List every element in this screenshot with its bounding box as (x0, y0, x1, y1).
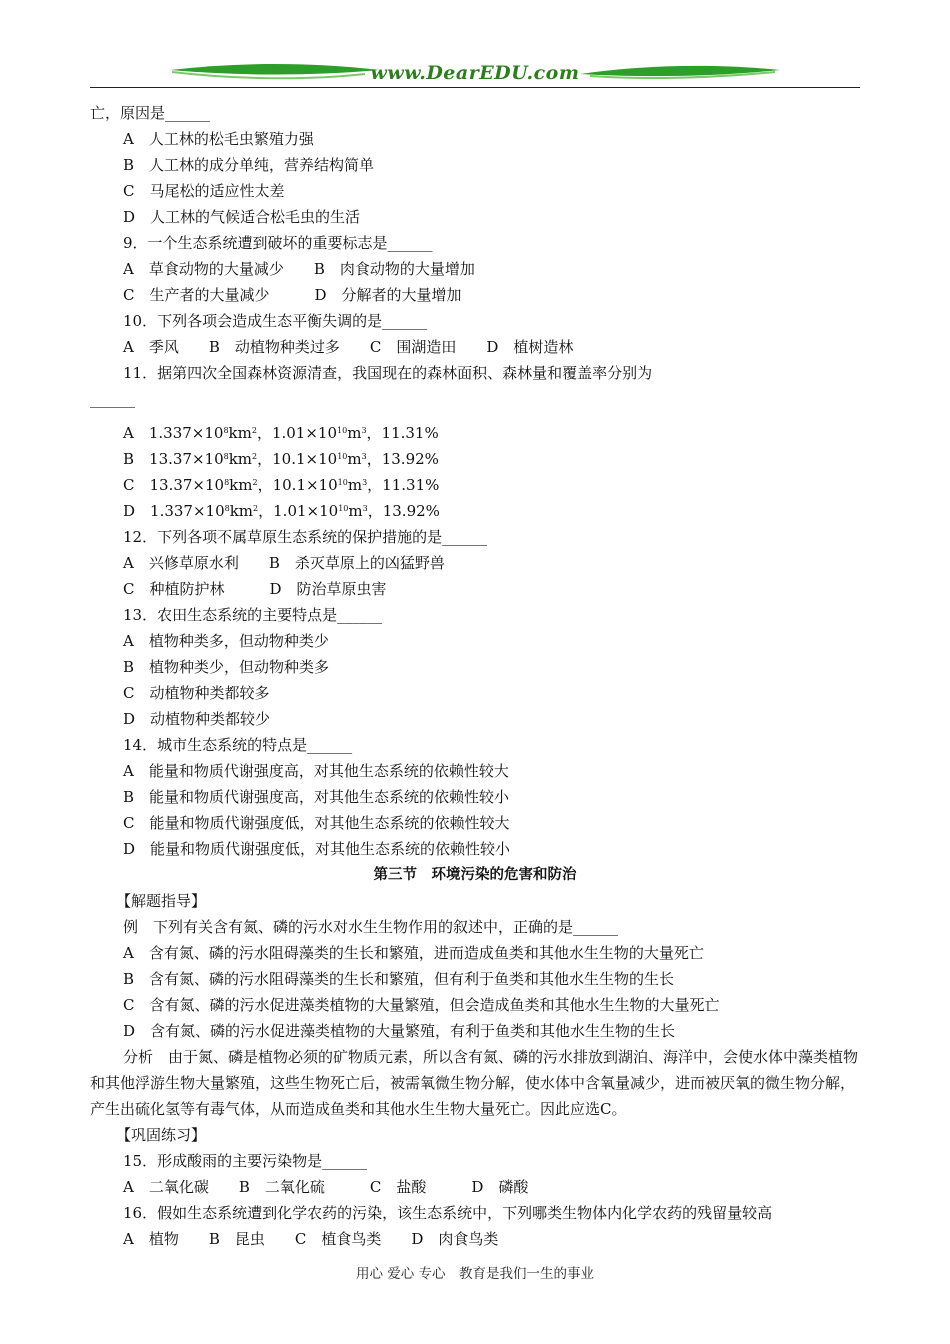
question-10: 10．下列各项会造成生态平衡失调的是______ (123, 312, 428, 330)
question-9: 9．一个生态系统遭到破坏的重要标志是______ (123, 234, 433, 252)
option-line: D 动植物种类都较少 (123, 710, 271, 728)
header-rule (90, 87, 860, 88)
question-15: 15．形成酸雨的主要污染物是______ (123, 1152, 368, 1170)
option-line: B 植物种类少，但动物种类多 (123, 658, 330, 676)
q11-option-a: A $1.337\times 10^8km^2$，$1.01\times 10^{10}m^3$，11.31% (123, 424, 439, 442)
subheading-practice: 【巩固练习】 (116, 1126, 207, 1144)
question-12: 12．下列各项不属草原生态系统的保护措施的是______ (123, 528, 488, 546)
option-line: A 二氧化碳 B 二氧化硫 C 盐酸 D 磷酸 (123, 1178, 529, 1196)
option-line: C 含有氮、磷的污水促进藻类植物的大量繁殖，但会造成鱼类和其他水生生物的大量死亡 (123, 996, 720, 1014)
option-line: A 兴修草原水利 B 杀灭草原上的凶猛野兽 (123, 554, 445, 572)
question-13: 13．农田生态系统的主要特点是______ (123, 606, 383, 624)
option-line: C 动植物种类都较多 (123, 684, 270, 702)
option-line: D 含有氮、磷的污水促进藻类植物的大量繁殖，有利于鱼类和其他水生生物的生长 (123, 1022, 676, 1040)
option-line: D 人工林的气候适合松毛虫的生活 (123, 208, 361, 226)
option-line: B 能量和物质代谢强度高，对其他生态系统的依赖性较小 (123, 788, 510, 806)
subheading-guide: 【解题指导】 (116, 892, 207, 910)
option-line: C 种植防护林 D 防治草原虫害 (123, 580, 387, 598)
example-question: 例 下列有关含有氮、磷的污水对水生生物作用的叙述中，正确的是______ (123, 918, 619, 936)
option-line: C 生产者的大量减少 D 分解者的大量增加 (123, 286, 462, 304)
site-brand[interactable]: www.DearEDU.com (370, 62, 580, 84)
q11-option-b: B $13.37\times 10^8km^2$，$10.1\times 10^{10}m^3$，13.92% (123, 450, 439, 468)
q11-option-c: C $13.37\times 10^8km^2$，$10.1\times 10^{10}m^3$，11.31% (123, 476, 440, 494)
option-line: B 人工林的成分单纯，营养结构简单 (123, 156, 375, 174)
option-line: A 季风 B 动植物种类过多 C 围湖造田 D 植树造林 (123, 338, 574, 356)
answer-blank: ______ (90, 390, 135, 408)
option-line: A 植物种类多，但动物种类少 (123, 632, 329, 650)
option-line: B 含有氮、磷的污水阻碍藻类的生长和繁殖，但有利于鱼类和其他水生生物的生长 (123, 970, 675, 988)
question-11: 11．据第四次全国森林资源清查，我国现在的森林面积、森林量和覆盖率分别为 (123, 364, 653, 382)
option-line: A 草食动物的大量减少 B 肉食动物的大量增加 (123, 260, 475, 278)
option-line: A 含有氮、磷的污水阻碍藻类的生长和繁殖，进而造成鱼类和其他水生生物的大量死亡 (123, 944, 704, 962)
q11-option-d: D $1.337\times 10^8km^2$，$1.01\times 10^{10}m^3$，13.92% (123, 502, 440, 520)
option-line: C 能量和物质代谢强度低，对其他生态系统的依赖性较大 (123, 814, 510, 832)
question-16: 16．假如生态系统遭到化学农药的污染，该生态系统中，下列哪类生物体内化学农药的残留量较高 (123, 1204, 773, 1222)
option-line: C 马尾松的适应性太差 (123, 182, 285, 200)
analysis-paragraph: 分析 由于氮、磷是植物必须的矿物质元素，所以含有氮、磷的污水排放到湖泊、海洋中，会使水体中藻类植物和其他浮游生物大量繁殖，这些生物死亡后，被需氧微生物分解，使水体中含氧量减少，进而被厌氧的微生物分解，产生出硫化氢等有毒气体，从而造成鱼类和其他水生生物大量死亡。因此应选C。 (90, 1048, 859, 1118)
section-title: 第三节 环境污染的危害和防治 (373, 867, 577, 883)
option-line: D 能量和物质代谢强度低，对其他生态系统的依赖性较小 (123, 840, 511, 858)
document-body (90, 100, 860, 1252)
option-line: A 能量和物质代谢强度高，对其他生态系统的依赖性较大 (123, 762, 509, 780)
option-line: A 人工林的松毛虫繁殖力强 (123, 130, 314, 148)
question-14: 14．城市生态系统的特点是______ (123, 736, 353, 754)
page-footer: 用心 爱心 专心 教育是我们一生的事业 (355, 1266, 595, 1282)
option-line: A 植物 B 昆虫 C 植食鸟类 D 肉食鸟类 (123, 1230, 499, 1248)
text-line: 亡，原因是______ (90, 104, 211, 122)
